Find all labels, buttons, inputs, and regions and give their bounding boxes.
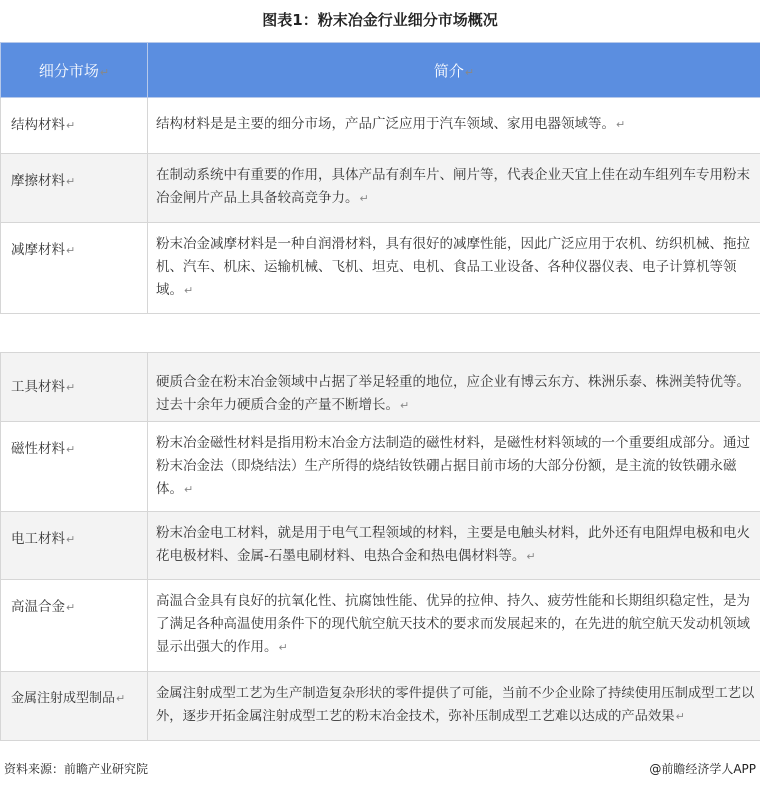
- return-mark: ↵: [400, 399, 410, 412]
- figure-title: 图表1：粉末冶金行业细分市场概况: [262, 11, 498, 29]
- return-mark: ↵: [66, 533, 76, 546]
- segment-cell: 减摩材料↵: [1, 223, 148, 314]
- return-mark: ↵: [616, 118, 626, 131]
- return-mark: ↵: [526, 550, 536, 563]
- return-mark: ↵: [66, 601, 76, 614]
- source-note: 资料来源：前瞻产业研究院: [4, 762, 149, 776]
- table-row: [1, 353, 760, 422]
- return-mark: ↵: [66, 175, 76, 188]
- header-segment: 细分市场↵: [1, 43, 148, 98]
- intro-cell: 结构材料是是主要的细分市场，产品广泛应用于汽车领域、家用电器领域等。↵: [148, 98, 760, 154]
- table-row: [1, 223, 760, 314]
- return-mark: ↵: [66, 244, 76, 257]
- table-row: [1, 672, 760, 741]
- intro-cell: 硬质合金在粉末冶金领域中占据了举足轻重的地位，应企业有博云东方、株洲乐泰、株洲美特优等。过去十余年力硬质合金的产量不断增长。↵: [148, 353, 760, 422]
- return-mark: ↵: [66, 119, 76, 132]
- table-row: [1, 512, 760, 580]
- intro-cell: 在制动系统中有重要的作用，具体产品有刹车片、闸片等，代表企业天宜上佳在动车组列车专用粉末冶金闸片产品上具备较高竞争力。↵: [148, 154, 760, 223]
- return-mark: ↵: [99, 65, 110, 79]
- table-header-row: [1, 43, 760, 98]
- table-row: [1, 98, 760, 154]
- intro-cell: 粉末冶金磁性材料是指用粉末冶金方法制造的磁性材料，是磁性材料领域的一个重要组成部分。通过粉末冶金法（即烧结法）生产所得的烧结钕铁硼占据目前市场的大部分份额，是主流的钕铁硼永磁体。↵: [148, 422, 760, 512]
- market-table-part1: [0, 42, 760, 314]
- segment-cell: 电工材料↵: [1, 512, 148, 580]
- intro-cell: 粉末冶金减摩材料是一种自润滑材料，具有很好的减摩性能，因此广泛应用于农机、纺织机械、拖拉机、汽车、机床、运输机械、飞机、坦克、电机、食品工业设备、各种仪器仪表、电子计算机等领域。↵: [148, 223, 760, 314]
- market-table-part2: [0, 352, 760, 741]
- return-mark: ↵: [359, 192, 369, 205]
- return-mark: ↵: [66, 443, 76, 456]
- segment-cell: 金属注射成型制品↵: [1, 672, 148, 741]
- segment-cell: 高温合金↵: [1, 580, 148, 672]
- intro-cell: 金属注射成型工艺为生产制造复杂形状的零件提供了可能，当前不少企业除了持续使用压制成型工艺以外，逐步开拓金属注射成型工艺的粉末冶金技术，弥补压制成型工艺难以达成的产品效果↵: [148, 672, 760, 741]
- intro-cell: 粉末冶金电工材料，就是用于电气工程领域的材料，主要是电触头材料，此外还有电阻焊电极和电火花电极材料、金属-石墨电刷材料、电热合金和热电偶材料等。↵: [148, 512, 760, 580]
- return-mark: ↵: [66, 381, 76, 394]
- return-mark: ↵: [464, 65, 475, 79]
- segment-cell: 摩擦材料↵: [1, 154, 148, 223]
- intro-cell: 高温合金具有良好的抗氧化性、抗腐蚀性能、优异的拉伸、持久、疲劳性能和长期组织稳定性，是为了满足各种高温使用条件下的现代航空航天技术的要求而发展起来的，在先进的航空航天发动机领域显示出强大的作用。↵: [148, 580, 760, 672]
- return-mark: ↵: [184, 483, 194, 496]
- header-intro: 简介↵: [148, 43, 760, 98]
- segment-cell: 工具材料↵: [1, 353, 148, 422]
- table-row: [1, 154, 760, 223]
- table-row: [1, 422, 760, 512]
- return-mark: ↵: [278, 641, 288, 654]
- table-row: [1, 580, 760, 672]
- credit-note: @前瞻经济学人APP: [649, 762, 756, 776]
- segment-cell: 结构材料↵: [1, 98, 148, 154]
- return-mark: ↵: [675, 710, 685, 723]
- return-mark: ↵: [184, 284, 194, 297]
- segment-cell: 磁性材料↵: [1, 422, 148, 512]
- return-mark: ↵: [116, 692, 126, 705]
